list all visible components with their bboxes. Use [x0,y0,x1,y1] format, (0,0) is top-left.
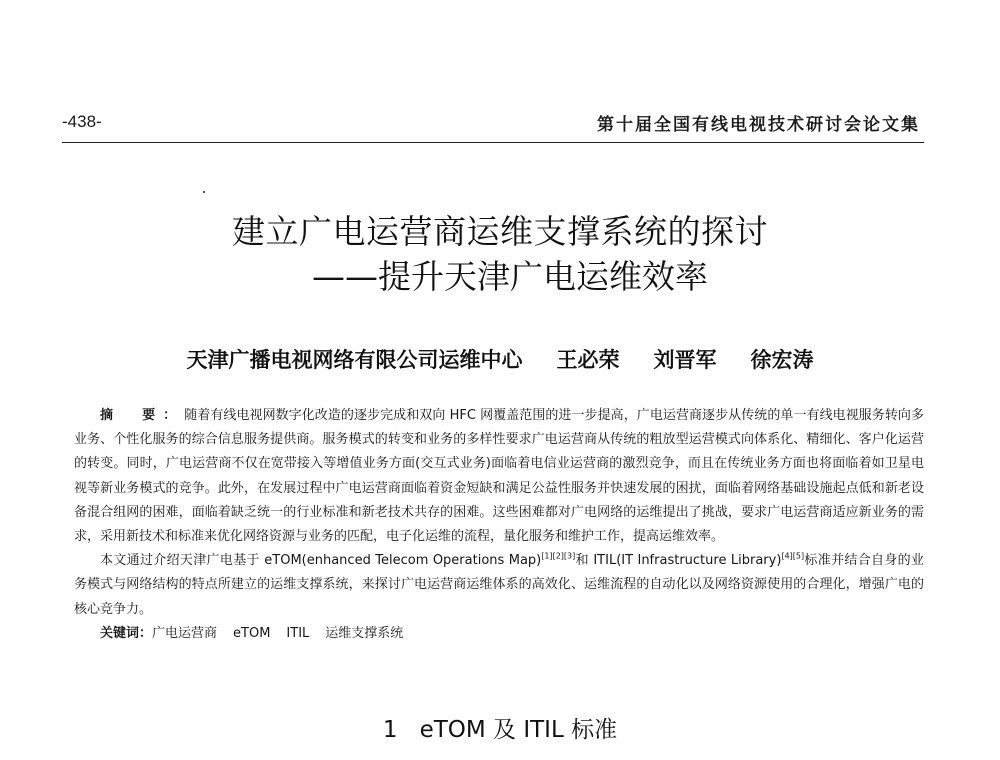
abstract-paragraph [74,404,924,549]
section-title: eTOM 及 ITIL 标准 [419,717,618,743]
keywords [74,622,924,646]
abstract-text: 随着有线电视网数字化改造的逐步完成和双向 HFC 网覆盖范围的进一步提高，广电运营商逐步从传统的单一有线电视服务转向多业务、个性化服务的综合信息服务提供商。服务模式的转变和业务的多样性要求广电运营商从传统的粗放型运营模式向体系化、精细化、客户化运营的转变。同时，广电运营商不仅在宽带接入等增值业务方面(交互式业务)面临着电信业运营商的激烈竞争，而且在传统业务方面也将面临着如卫星电视等新业务模式的竞争。此外，在发展过程中广电运营商面临着资金短缺和满足公益性服务并快速发展的困扰，面临着网络基础设施起点低和新老设备混合组网的困难，面临着缺乏统一的行业标准和新老技术共存的困难。这些困难都对广电网络的运维提出了挑战，要求广电运营商适应新业务的需求，采用新技术和标准来优化网络资源与业务的匹配，电子化运维的流程，量化服务和维护工作，提高运维效率。 [74,408,924,545]
abstract [74,404,924,646]
paper-subtitle: ——提升天津广电运维效率 [312,257,708,296]
header-rule [62,142,924,143]
citation-ref: [4][5] [781,551,805,561]
section-number: 1 [382,717,398,743]
author-name: 王必荣 [556,347,620,372]
keyword: eTOM [233,625,271,641]
section-heading [0,711,1000,744]
abstract-text: 本文通过介绍天津广电基于 eTOM(enhanced Telecom Operations Map) [100,553,542,569]
author-name: 徐宏涛 [750,347,814,372]
affiliation: 天津广播电视网络有限公司运维中心 [186,347,523,372]
keyword: ITIL [286,625,310,641]
keywords-label: 关键词： [100,625,153,641]
abstract-text: 和 ITIL(IT Infrastructure Library) [575,553,782,569]
keyword: 运维支撑系统 [325,625,404,641]
abstract-label: 摘 要： [100,408,185,423]
abstract-paragraph [74,549,924,622]
page-header [62,108,922,140]
paper-title: 建立广电运营商运维支撑系统的探讨 [232,212,768,251]
abstract-text: 标准并结合自身的业务模式与网络结构的特点所建立的运维支撑系统，来探讨广电运营商运维体系的高效化、运维流程的自动化以及网络资源使用的合理化，增强广电的核心竞争力。 [74,553,924,617]
title-block [0,210,1000,300]
page-number: -438- [62,112,102,131]
author-line [0,344,1000,374]
keyword: 广电运营商 [152,625,218,641]
citation-ref: [1][2][3] [541,551,576,561]
journal-title: 第十届全国有线电视技术研讨会论文集 [597,115,920,135]
scan-speck [203,191,205,193]
author-name: 刘晋军 [653,347,717,372]
